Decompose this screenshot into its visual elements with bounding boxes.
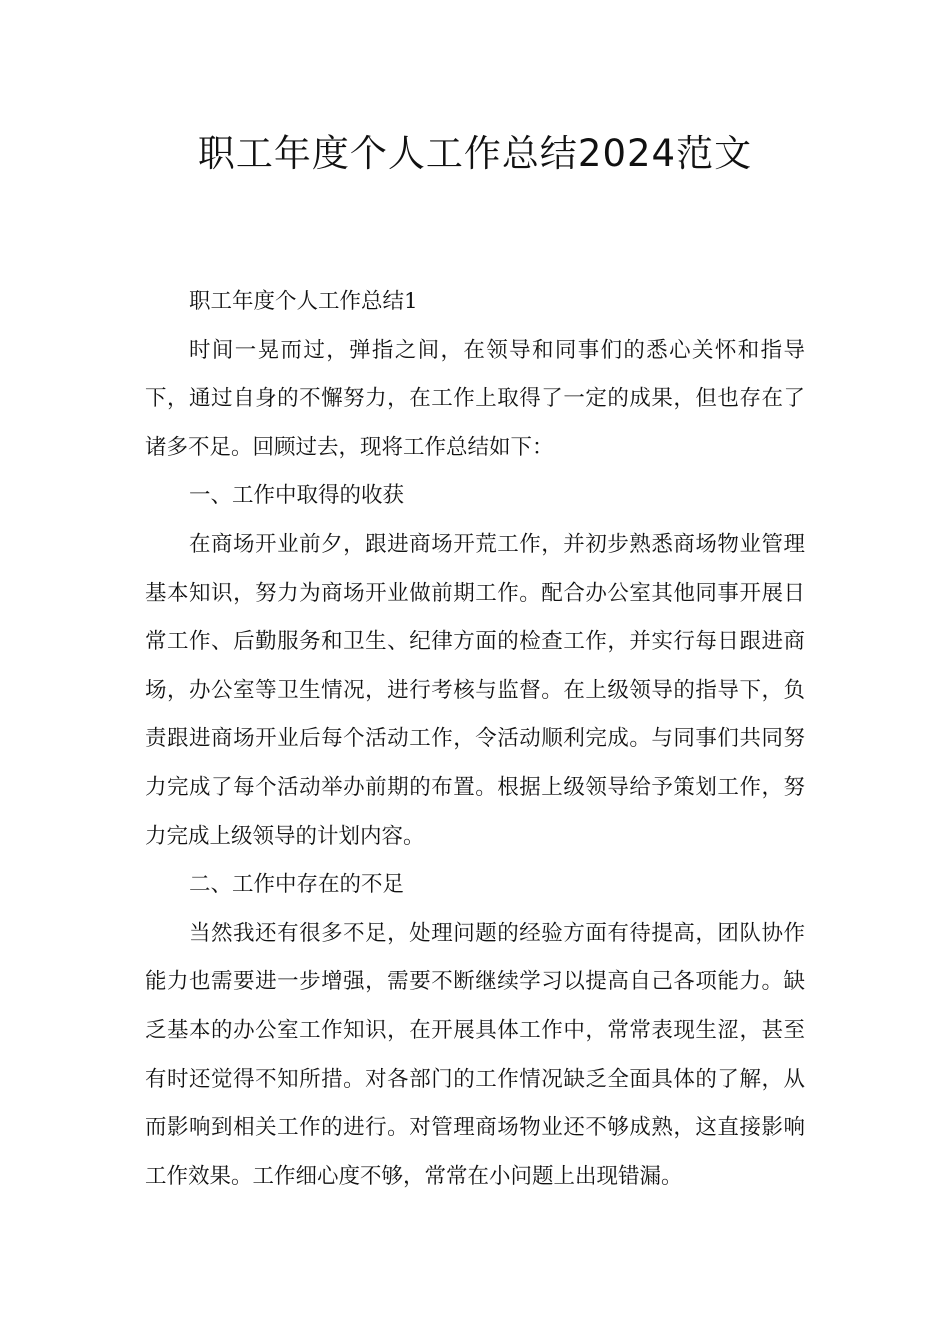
section-subtitle: 职工年度个人工作总结1 <box>189 289 418 314</box>
section-heading-achievements: 一、工作中取得的收获 <box>189 483 405 509</box>
document-body <box>145 278 805 1201</box>
document-title: 职工年度个人工作总结2024范文 <box>197 132 753 175</box>
intro-paragraph: 时间一晃而过，弹指之间，在领导和同事们的悉心关怀和指导下，通过自身的不懈努力，在工作上取得了一定的成果，但也存在了诸多不足。回顾过去，现将工作总结如下： <box>145 337 805 460</box>
shortcomings-paragraph: 当然我还有很多不足，处理问题的经验方面有待提高，团队协作能力也需要进一步增强，需要不断继续学习以提高自己各项能力。缺乏基本的办公室工作知识，在开展具体工作中，常常表现生涩，甚至有时还觉得不知所措。对各部门的工作情况缺乏全面具体的了解，从而影响到相关工作的进行。对管理商场物业还不够成熟，这直接影响工作效果。工作细心度不够，常常在小问题上出现错漏。 <box>145 920 805 1189</box>
section-heading-shortcomings: 二、工作中存在的不足 <box>189 872 405 898</box>
achievements-paragraph: 在商场开业前夕，跟进商场开荒工作，并初步熟悉商场物业管理基本知识，努力为商场开业做前期工作。配合办公室其他同事开展日常工作、后勤服务和卫生、纪律方面的检查工作，并实行每日跟进商场，办公室等卫生情况，进行考核与监督。在上级领导的指导下，负责跟进商场开业后每个活动工作，令活动顺利完成。与同事们共同努力完成了每个活动举办前期的布置。根据上级领导给予策划工作，努力完成上级领导的计划内容。 <box>145 531 805 849</box>
